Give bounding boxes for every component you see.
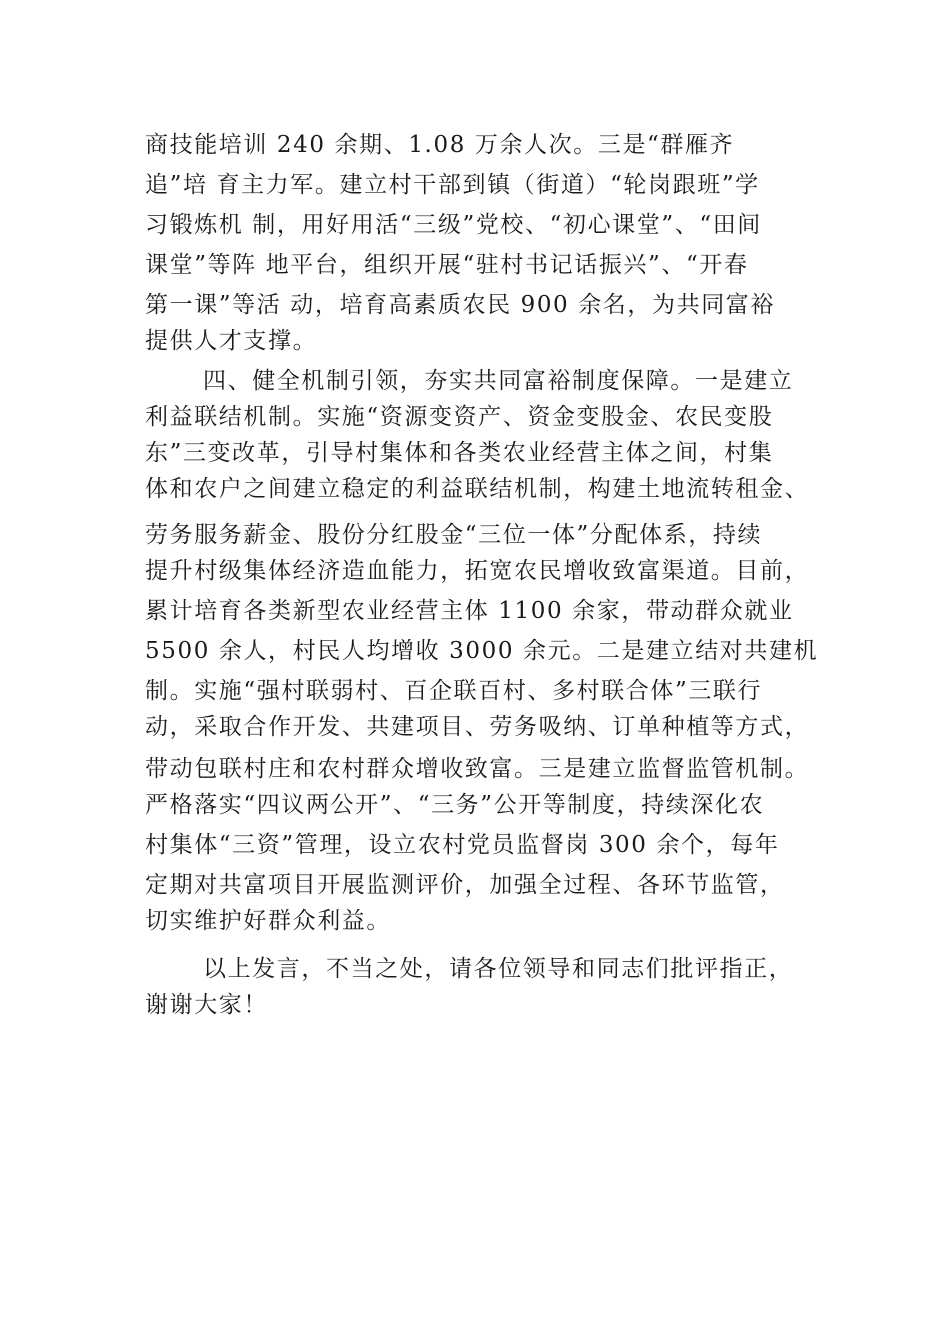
text-line: 体和农户之间建立稳定的利益联结机制，构建土地流转租金、: [145, 476, 810, 502]
text-line: 追”培 育主力军。建立村干部到镇（街道）“轮岗跟班”学: [145, 172, 760, 198]
paragraph-first-line: 四、健全机制引领，夯实共同富裕制度保障。一是建立: [203, 368, 794, 394]
text-line: 利益联结机制。实施“资源变资产、资金变股金、农民变股: [145, 404, 774, 430]
text-line: 严格落实“四议两公开”、“三务”公开等制度，持续深化农: [145, 792, 765, 818]
text-line: 定期对共富项目开展监测评价，加强全过程、各环节监管，: [145, 872, 785, 898]
text-line: 制。实施“强村联弱村、百企联百村、多村联合体”三联行: [145, 678, 763, 704]
text-line: 切实维护好群众利益。: [145, 908, 391, 934]
closing-first-line: 以上发言，不当之处，请各位领导和同志们批评指正，: [203, 956, 794, 982]
text-line: 习锻炼机 制，用好用活“三级”党校、“初心课堂”、“田间: [145, 212, 762, 238]
text-line: 动，采取合作开发、共建项目、劳务吸纳、订单种植等方式，: [145, 714, 810, 740]
text-line: 商技能培训 240 余期、1.08 万余人次。三是“群雁齐: [145, 132, 735, 158]
text-line: 东”三变改革，引导村集体和各类农业经营主体之间，村集: [145, 440, 774, 466]
text-line: 第一课”等活 动，培育高素质农民 900 余名，为共同富裕: [145, 292, 775, 318]
text-line: 课堂”等阵 地平台，组织开展“驻村书记话振兴”、“开春: [145, 252, 749, 278]
text-line: 累计培育各类新型农业经营主体 1100 余家，带动群众就业: [145, 598, 794, 624]
text-line: 5500 余人，村民人均增收 3000 余元。二是建立结对共建机: [145, 638, 819, 664]
text-line: 提供人才支撑。: [145, 328, 318, 354]
closing-line: 谢谢大家！: [145, 992, 268, 1018]
text-line: 带动包联村庄和农村群众增收致富。三是建立监督监管机制。: [145, 756, 810, 782]
text-line: 村集体“三资”管理，设立农村党员监督岗 300 余个，每年: [145, 832, 780, 858]
text-line: 劳务服务薪金、股份分红股金“三位一体”分配体系，持续: [145, 522, 763, 548]
text-line: 提升村级集体经济造血能力，拓宽农民增收致富渠道。目前，: [145, 558, 810, 584]
